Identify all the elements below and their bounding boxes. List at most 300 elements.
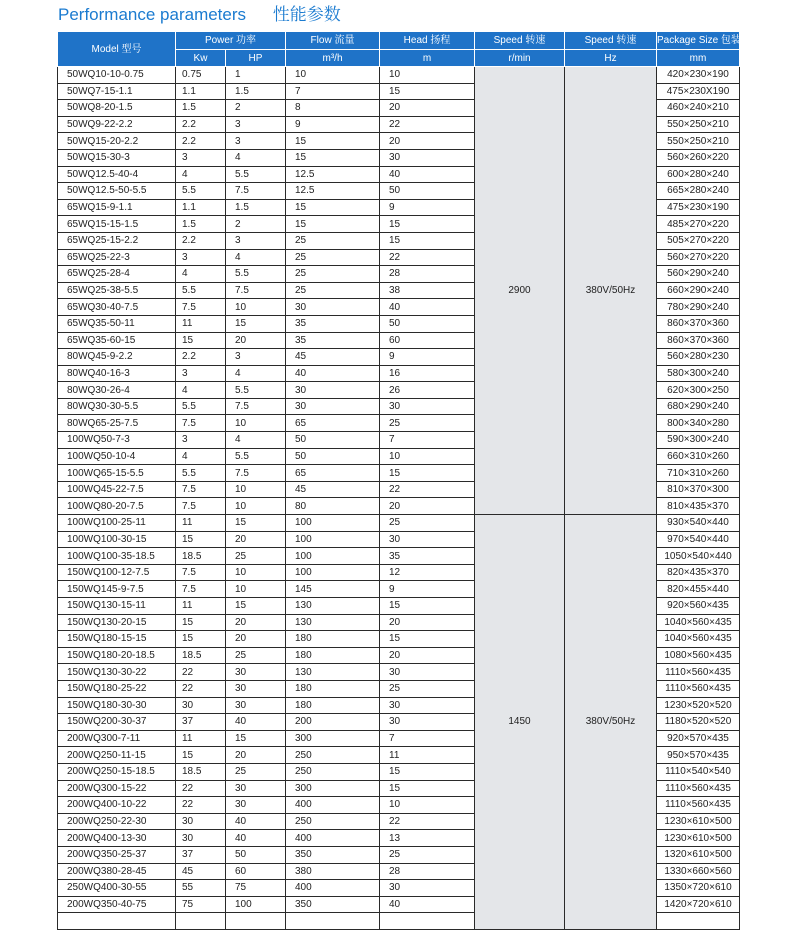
power-kw-cell: 15 [176,332,226,349]
power-hp-cell: 20 [226,531,286,548]
power-hp-cell: 20 [226,332,286,349]
header-speed-hz: Speed 转速 [565,32,657,50]
model-cell: 50WQ9-22-2.2 [58,116,176,133]
power-kw-cell: 4 [176,448,226,465]
package-size-cell: 1110×540×540 [657,763,740,780]
power-kw-cell: 2.2 [176,349,226,366]
table-row [58,515,740,532]
model-cell: 100WQ50-10-4 [58,448,176,465]
head-cell: 26 [380,382,475,399]
power-kw-cell: 18.5 [176,647,226,664]
model-cell: 65WQ25-22-3 [58,249,176,266]
package-size-cell: 420×230×190 [657,67,740,84]
head-cell: 40 [380,299,475,316]
flow-cell: 12.5 [286,166,380,183]
flow-cell: 300 [286,780,380,797]
model-cell: 200WQ380-28-45 [58,863,176,880]
package-size-cell: 860×370×360 [657,315,740,332]
power-hp-cell: 15 [226,598,286,615]
head-cell: 30 [380,398,475,415]
package-size-cell: 860×370×360 [657,332,740,349]
model-cell: 80WQ40-16-3 [58,365,176,382]
head-cell: 22 [380,116,475,133]
flow-cell: 25 [286,266,380,283]
package-size-cell: 950×570×435 [657,747,740,764]
power-kw-cell: 30 [176,813,226,830]
flow-cell: 130 [286,598,380,615]
model-cell: 65WQ25-15-2.2 [58,232,176,249]
package-size-cell: 560×290×240 [657,266,740,283]
package-size-cell: 550×250×210 [657,133,740,150]
head-cell: 10 [380,67,475,84]
head-cell: 20 [380,614,475,631]
power-kw-cell: 1.1 [176,83,226,100]
package-size-cell: 820×435×370 [657,564,740,581]
performance-table [57,31,761,930]
power-kw-cell: 5.5 [176,465,226,482]
power-kw-cell: 5.5 [176,282,226,299]
head-cell: 15 [380,232,475,249]
flow-cell: 30 [286,382,380,399]
power-hp-cell: 4 [226,249,286,266]
page-title [58,4,341,26]
flow-cell: 9 [286,116,380,133]
package-size-cell: 800×340×280 [657,415,740,432]
head-cell: 16 [380,365,475,382]
model-cell: 65WQ15-15-1.5 [58,216,176,233]
power-hp-cell: 10 [226,564,286,581]
power-hp-cell: 1.5 [226,83,286,100]
head-cell: 28 [380,266,475,283]
model-cell: 200WQ300-15-22 [58,780,176,797]
power-hp-cell: 50 [226,846,286,863]
model-cell: 65WQ25-28-4 [58,266,176,283]
head-cell: 9 [380,199,475,216]
power-kw-cell: 7.5 [176,415,226,432]
package-size-cell: 475×230×190 [657,199,740,216]
package-size-cell: 660×310×260 [657,448,740,465]
head-cell: 20 [380,498,475,515]
model-cell: 200WQ350-40-75 [58,896,176,913]
power-kw-cell: 22 [176,664,226,681]
power-kw-cell: 18.5 [176,548,226,565]
power-hp-cell: 5.5 [226,166,286,183]
model-cell: 200WQ250-11-15 [58,747,176,764]
power-hp-cell: 10 [226,498,286,515]
flow-cell: 45 [286,481,380,498]
power-kw-cell: 11 [176,515,226,532]
flow-cell: 100 [286,564,380,581]
package-size-cell: 780×290×240 [657,299,740,316]
flow-cell: 15 [286,133,380,150]
power-hp-cell: 7.5 [226,398,286,415]
power-kw-cell: 15 [176,747,226,764]
flow-cell: 250 [286,813,380,830]
power-kw-cell: 4 [176,166,226,183]
flow-cell: 350 [286,896,380,913]
model-cell: 100WQ45-22-7.5 [58,481,176,498]
flow-cell: 130 [286,664,380,681]
flow-cell: 180 [286,631,380,648]
package-size-cell: 1110×560×435 [657,664,740,681]
package-size-cell: 920×560×435 [657,598,740,615]
power-hp-cell: 4 [226,365,286,382]
package-size-cell: 1420×720×610 [657,896,740,913]
unit-hp: HP [226,50,286,67]
model-cell: 50WQ10-10-0.75 [58,67,176,84]
power-kw-cell: 18.5 [176,763,226,780]
head-cell: 10 [380,448,475,465]
model-cell: 200WQ300-7-11 [58,730,176,747]
power-kw-cell: 22 [176,680,226,697]
header-row [58,32,740,50]
flow-cell: 65 [286,465,380,482]
package-size-cell: 710×310×260 [657,465,740,482]
package-size-cell: 1320×610×500 [657,846,740,863]
title-english: Performance parameters [58,5,247,24]
head-cell: 22 [380,481,475,498]
header-head: Head 扬程 [380,32,475,50]
package-size-cell: 580×300×240 [657,365,740,382]
flow-cell: 145 [286,581,380,598]
power-kw-cell: 11 [176,598,226,615]
package-size-cell: 560×260×220 [657,149,740,166]
flow-cell: 12.5 [286,183,380,200]
power-hp-cell: 7.5 [226,282,286,299]
power-kw-cell: 45 [176,863,226,880]
flow-cell: 250 [286,747,380,764]
flow-cell: 35 [286,315,380,332]
head-cell: 40 [380,896,475,913]
model-cell: 150WQ145-9-7.5 [58,581,176,598]
power-kw-cell: 30 [176,830,226,847]
head-cell: 9 [380,349,475,366]
flow-cell: 45 [286,349,380,366]
head-cell: 30 [380,714,475,731]
model-cell: 65WQ35-50-11 [58,315,176,332]
flow-cell: 7 [286,83,380,100]
power-kw-cell: 55 [176,880,226,897]
package-size-cell: 560×270×220 [657,249,740,266]
head-cell: 22 [380,813,475,830]
model-cell: 100WQ50-7-3 [58,432,176,449]
head-cell: 20 [380,100,475,117]
power-hp-cell: 3 [226,133,286,150]
model-cell: 150WQ100-12-7.5 [58,564,176,581]
power-hp-cell: 5.5 [226,448,286,465]
power-kw-cell: 7.5 [176,481,226,498]
package-size-cell: 485×270×220 [657,216,740,233]
flow-cell: 300 [286,730,380,747]
package-size-cell [657,913,740,930]
head-cell: 25 [380,680,475,697]
model-cell: 150WQ200-30-37 [58,714,176,731]
power-kw-cell: 1.5 [176,216,226,233]
power-kw-cell: 15 [176,631,226,648]
head-cell: 7 [380,432,475,449]
flow-cell: 400 [286,830,380,847]
model-cell: 150WQ180-15-15 [58,631,176,648]
head-cell: 40 [380,166,475,183]
model-cell: 80WQ45-9-2.2 [58,349,176,366]
model-cell: 100WQ100-35-18.5 [58,548,176,565]
speed-hz-cell: 380V/50Hz [565,515,657,930]
flow-cell: 200 [286,714,380,731]
model-cell: 80WQ30-26-4 [58,382,176,399]
model-cell: 50WQ12.5-40-4 [58,166,176,183]
unit-flow: m³/h [286,50,380,67]
flow-cell: 400 [286,880,380,897]
power-hp-cell: 10 [226,299,286,316]
power-hp-cell: 100 [226,896,286,913]
power-kw-cell: 5.5 [176,183,226,200]
power-hp-cell: 10 [226,581,286,598]
flow-cell: 15 [286,149,380,166]
power-kw-cell: 7.5 [176,581,226,598]
model-cell: 65WQ25-38-5.5 [58,282,176,299]
package-size-cell: 1080×560×435 [657,647,740,664]
head-cell: 30 [380,880,475,897]
model-cell: 150WQ180-20-18.5 [58,647,176,664]
flow-cell: 50 [286,448,380,465]
package-size-cell: 600×280×240 [657,166,740,183]
power-kw-cell: 2.2 [176,133,226,150]
power-hp-cell: 20 [226,747,286,764]
flow-cell: 250 [286,763,380,780]
power-kw-cell: 1.5 [176,100,226,117]
package-size-cell: 1040×560×435 [657,614,740,631]
model-cell: 65WQ35-60-15 [58,332,176,349]
model-cell: 65WQ15-9-1.1 [58,199,176,216]
package-size-cell: 820×455×440 [657,581,740,598]
flow-cell: 25 [286,249,380,266]
unit-head: m [380,50,475,67]
flow-cell: 100 [286,515,380,532]
power-hp-cell: 1 [226,67,286,84]
power-hp-cell: 5.5 [226,382,286,399]
power-hp-cell: 4 [226,432,286,449]
power-hp-cell: 7.5 [226,465,286,482]
model-cell: 150WQ180-25-22 [58,680,176,697]
flow-cell: 180 [286,680,380,697]
head-cell: 15 [380,763,475,780]
model-cell: 50WQ15-30-3 [58,149,176,166]
model-cell: 150WQ180-30-30 [58,697,176,714]
head-cell: 12 [380,564,475,581]
table-body [58,67,740,930]
flow-cell: 65 [286,415,380,432]
package-size-cell: 1230×610×500 [657,813,740,830]
flow-cell: 30 [286,299,380,316]
power-hp-cell: 30 [226,780,286,797]
power-hp-cell: 10 [226,481,286,498]
header-flow: Flow 流量 [286,32,380,50]
power-hp-cell: 25 [226,647,286,664]
unit-package: mm [657,50,740,67]
model-cell: 50WQ15-20-2.2 [58,133,176,150]
power-kw-cell: 37 [176,846,226,863]
power-hp-cell: 15 [226,515,286,532]
power-hp-cell: 60 [226,863,286,880]
head-cell: 30 [380,664,475,681]
model-cell: 100WQ100-30-15 [58,531,176,548]
model-cell: 100WQ100-25-11 [58,515,176,532]
flow-cell: 380 [286,863,380,880]
head-cell: 25 [380,515,475,532]
power-kw-cell: 37 [176,714,226,731]
package-size-cell: 1110×560×435 [657,680,740,697]
flow-cell: 15 [286,199,380,216]
head-cell: 38 [380,282,475,299]
unit-kw: Kw [176,50,226,67]
power-kw-cell: 7.5 [176,498,226,515]
package-size-cell: 1330×660×560 [657,863,740,880]
package-size-cell: 1350×720×610 [657,880,740,897]
package-size-cell: 665×280×240 [657,183,740,200]
package-size-cell: 1050×540×440 [657,548,740,565]
power-hp-cell: 2 [226,100,286,117]
power-kw-cell: 2.2 [176,232,226,249]
head-cell: 30 [380,531,475,548]
model-cell: 80WQ65-25-7.5 [58,415,176,432]
power-kw-cell: 3 [176,149,226,166]
head-cell: 15 [380,83,475,100]
package-size-cell: 970×540×440 [657,531,740,548]
head-cell [380,913,475,930]
flow-cell: 180 [286,697,380,714]
power-kw-cell: 7.5 [176,299,226,316]
flow-cell: 50 [286,432,380,449]
head-cell: 11 [380,747,475,764]
package-size-cell: 660×290×240 [657,282,740,299]
speed-rpm-cell: 1450 [475,515,565,930]
power-hp-cell: 40 [226,830,286,847]
power-kw-cell: 2.2 [176,116,226,133]
flow-cell: 400 [286,797,380,814]
power-hp-cell [226,913,286,930]
power-hp-cell: 20 [226,614,286,631]
model-cell: 100WQ80-20-7.5 [58,498,176,515]
power-kw-cell: 11 [176,315,226,332]
power-kw-cell: 30 [176,697,226,714]
power-hp-cell: 1.5 [226,199,286,216]
model-cell: 50WQ8-20-1.5 [58,100,176,117]
model-cell: 200WQ350-25-37 [58,846,176,863]
model-cell: 50WQ7-15-1.1 [58,83,176,100]
power-hp-cell: 10 [226,415,286,432]
power-kw-cell: 0.75 [176,67,226,84]
head-cell: 30 [380,697,475,714]
power-kw-cell: 4 [176,382,226,399]
speed-hz-cell: 380V/50Hz [565,67,657,515]
power-kw-cell: 7.5 [176,564,226,581]
head-cell: 15 [380,631,475,648]
power-kw-cell: 15 [176,531,226,548]
power-hp-cell: 7.5 [226,183,286,200]
package-size-cell: 1110×560×435 [657,797,740,814]
package-size-cell: 920×570×435 [657,730,740,747]
head-cell: 15 [380,780,475,797]
flow-cell: 8 [286,100,380,117]
package-size-cell: 1180×520×520 [657,714,740,731]
power-kw-cell: 3 [176,432,226,449]
package-size-cell: 460×240×210 [657,100,740,117]
package-size-cell: 1230×520×520 [657,697,740,714]
flow-cell: 30 [286,398,380,415]
package-size-cell: 550×250×210 [657,116,740,133]
power-hp-cell: 40 [226,714,286,731]
package-size-cell: 1110×560×435 [657,780,740,797]
head-cell: 7 [380,730,475,747]
power-kw-cell: 3 [176,365,226,382]
power-hp-cell: 2 [226,216,286,233]
power-hp-cell: 25 [226,763,286,780]
header-package: Package Size 包装尺寸 [657,32,740,50]
table-row [58,67,740,84]
model-cell: 80WQ30-30-5.5 [58,398,176,415]
head-cell: 28 [380,863,475,880]
model-cell: 150WQ130-20-15 [58,614,176,631]
power-kw-cell: 11 [176,730,226,747]
header-model: Model 型号 [58,32,176,67]
package-size-cell: 930×540×440 [657,515,740,532]
head-cell: 25 [380,415,475,432]
power-hp-cell: 75 [226,880,286,897]
speed-rpm-cell: 2900 [475,67,565,515]
package-size-cell: 620×300×250 [657,382,740,399]
power-kw-cell: 22 [176,797,226,814]
package-size-cell: 560×280×230 [657,349,740,366]
header-power: Power 功率 [176,32,286,50]
head-cell: 50 [380,315,475,332]
model-cell: 200WQ400-13-30 [58,830,176,847]
model-cell: 100WQ65-15-5.5 [58,465,176,482]
head-cell: 60 [380,332,475,349]
unit-hz: Hz [565,50,657,67]
power-hp-cell: 40 [226,813,286,830]
flow-cell: 40 [286,365,380,382]
power-hp-cell: 3 [226,349,286,366]
flow-cell [286,913,380,930]
power-hp-cell: 3 [226,116,286,133]
power-kw-cell: 3 [176,249,226,266]
head-cell: 20 [380,133,475,150]
head-cell: 22 [380,249,475,266]
power-hp-cell: 30 [226,797,286,814]
head-cell: 20 [380,647,475,664]
package-size-cell: 505×270×220 [657,232,740,249]
power-hp-cell: 15 [226,730,286,747]
model-cell: 50WQ12.5-50-5.5 [58,183,176,200]
model-cell: 250WQ400-30-55 [58,880,176,897]
flow-cell: 25 [286,232,380,249]
head-cell: 13 [380,830,475,847]
model-cell: 200WQ250-22-30 [58,813,176,830]
head-cell: 9 [380,581,475,598]
title-chinese: 性能参数 [272,5,341,24]
flow-cell: 80 [286,498,380,515]
flow-cell: 10 [286,67,380,84]
power-kw-cell: 4 [176,266,226,283]
head-cell: 15 [380,598,475,615]
model-cell [58,913,176,930]
power-hp-cell: 30 [226,680,286,697]
package-size-cell: 475×230X190 [657,83,740,100]
package-size-cell: 590×300×240 [657,432,740,449]
model-cell: 150WQ130-30-22 [58,664,176,681]
model-cell: 200WQ400-10-22 [58,797,176,814]
power-hp-cell: 30 [226,697,286,714]
